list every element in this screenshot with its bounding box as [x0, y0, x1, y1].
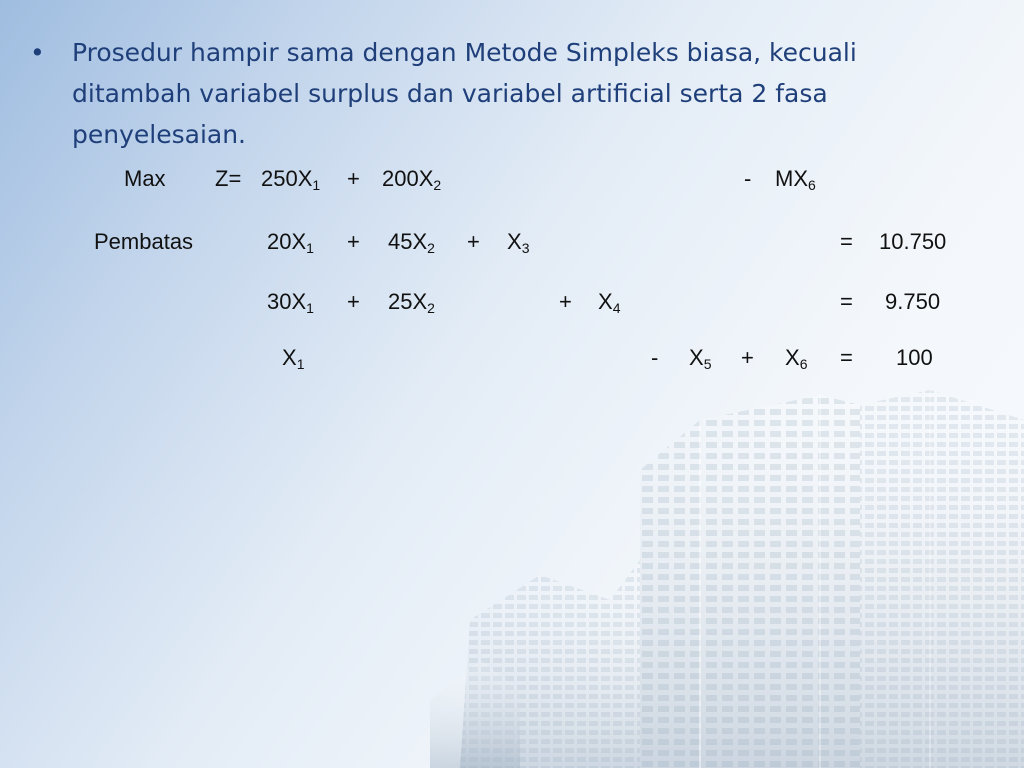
bullet-point	[30, 32, 990, 155]
constraint-3-equals: =	[840, 345, 853, 370]
constraint-2-term-3: $X_4$	[598, 289, 621, 316]
constraint-3-rhs: 100	[896, 345, 933, 370]
constraint-2-term-1: $30X_1$	[267, 289, 314, 316]
objective-term-3: $MX_6$	[775, 166, 816, 193]
constraint-2-rhs: 9.750	[885, 289, 941, 314]
constraints-label: Pembatas	[94, 229, 194, 254]
bullet-icon: •	[30, 38, 45, 67]
constraint-1-operator-2: +	[467, 229, 480, 254]
constraint-3-term-3: $X_6$	[785, 345, 808, 372]
constraint-2-operator-2: +	[559, 289, 572, 314]
constraint-2-operator-1: +	[347, 289, 360, 314]
constraint-1-term-3: $X_3$	[507, 229, 530, 256]
constraint-1-term-1: $20X_1$	[267, 229, 314, 256]
bullet-text: Prosedur hampir sama dengan Metode Simpleks biasa, kecuali ditambah variabel surplus dan variabel artificial serta 2 fasa penyelesaian.	[72, 38, 857, 149]
constraint-1-rhs: 10.750	[879, 229, 947, 254]
constraint-1-operator-1: +	[347, 229, 360, 254]
constraint-1-equals: =	[840, 229, 853, 254]
constraint-2-term-2: $25X_2$	[388, 289, 435, 316]
constraint-1-term-2: $45X_2$	[388, 229, 435, 256]
constraint-3-term-1: $X_1$	[282, 345, 305, 372]
constraint-3-term-2: $X_5$	[689, 345, 712, 372]
constraint-2-equals: =	[840, 289, 853, 314]
objective-z: Z=	[215, 166, 242, 191]
objective-term-1: $250X_1$	[261, 166, 321, 193]
objective-operator-2: -	[744, 166, 752, 191]
objective-label: Max	[124, 166, 166, 191]
constraint-3-operator-1: -	[651, 345, 659, 370]
objective-operator-1: +	[347, 166, 360, 191]
objective-term-2: $200X_2$	[382, 166, 442, 193]
constraint-3-operator-2: +	[741, 345, 754, 370]
